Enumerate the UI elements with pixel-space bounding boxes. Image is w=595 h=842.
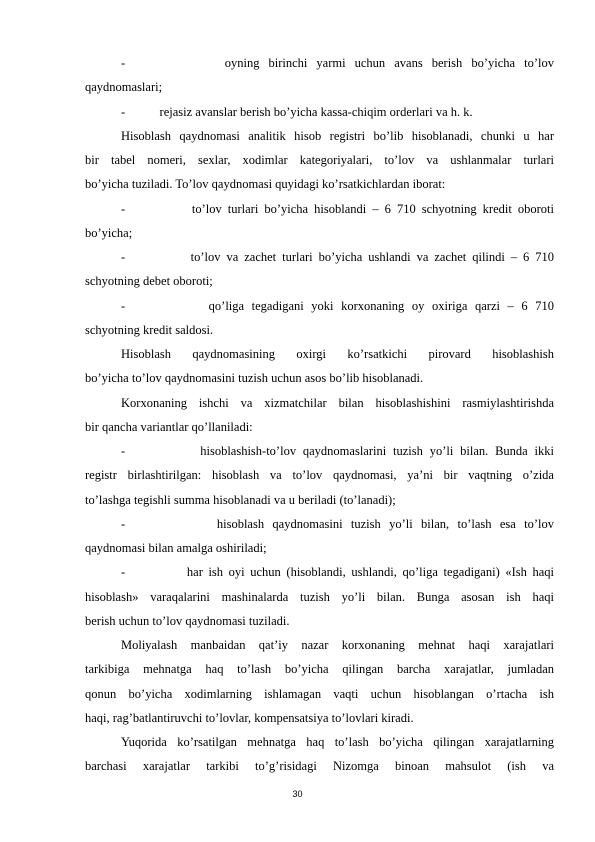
text-line: barchasi xarajatlar tarkibi to’g’risidagi Nizomga binoan mahsulot (ish va: [85, 759, 554, 774]
text-line: qaydnomasi bilan amalga oshiriladi;: [85, 541, 267, 555]
text-line: berish uchun to’lov qaydnomasi tuziladi.: [85, 613, 290, 628]
text-line: bo’yicha to’lov qaydnomasini tuzish uchun asos bo’lib hisoblanadi.: [85, 371, 424, 386]
text-line: Hisoblash qaydnomasining oxirgi ko’rsatkichi pirovard hisoblashish: [121, 347, 554, 361]
text-line: bo’yicha tuziladi. To’lov qaydnomasi quyidagi ko’rsatkichlardan iborat:: [85, 177, 446, 192]
text-line: - hisoblashish-to’lov qaydnomaslarini tuzish yo’li bilan. Bunda ikki: [121, 444, 554, 458]
text-line: haqi, rag’batlantiruvchi to’lovlar, kompensatsiya to’lovlari kiradi.: [85, 710, 414, 725]
text-line: registr birlashtirilgan: hisoblash va to’lov qaydnomasi, ya’ni bir vaqtning o’zida: [85, 468, 554, 483]
text-line: - to’lov va zachet turlari bo’yicha ushlandi va zachet qilindi – 6 710: [121, 250, 554, 264]
text-line: tarkibiga mehnatga haq to’lash bo’yicha qilingan barcha xarajatlar, jumladan: [85, 662, 554, 677]
text-line: - to’lov turlari bo’yicha hisoblandi – 6 710 schyotning kredit oboroti: [121, 201, 554, 216]
text-line: - oyning birinchi yarmi uchun avans berish bo’yicha to’lov: [121, 56, 554, 70]
text-line: bir qancha variantlar qo’llaniladi:: [85, 419, 253, 434]
text-line: schyotning kredit saldosi.: [85, 322, 214, 337]
text-line: Yuqorida ko’rsatilgan mehnatga haq to’lash bo’yicha qilingan xarajatlarning: [121, 735, 554, 749]
text-line: qonun bo’yicha xodimlarning ishlamagan vaqti uchun hisoblangan o’rtacha ish: [85, 686, 554, 701]
text-line: hisoblash» varaqalarini mashinalarda tuzish yo’li bilan. Bunga asosan ish haqi: [85, 589, 554, 604]
text-line: to’lashga tegishli summa hisoblanadi va u beriladi (to’lanadi);: [85, 492, 396, 507]
text-line: schyotning debet oboroti;: [85, 274, 213, 289]
text-line: bo’yicha;: [85, 225, 133, 240]
text-line: - qo’liga tegadigani yoki korxonaning oy oxiriga qarzi – 6 710: [121, 298, 554, 313]
text-line: Korxonaning ishchi va xizmatchilar bilan hisoblashishini rasmiylashtirishda: [121, 395, 554, 410]
text-line: - hisoblash qaydnomasini tuzish yo’li bilan, to’lash esa to’lov: [121, 516, 554, 531]
text-line: Moliyalash manbaidan qat’iy nazar korxonaning mehnat haqi xarajatlari: [121, 638, 554, 652]
text-line: - rejasiz avanslar berish bo’yicha kassa-chiqim orderlari va h. k.: [121, 104, 473, 119]
text-line: - har ish oyi uchun (hisoblandi, ushlandi, qo’liga tegadigani) «Ish haqi: [121, 565, 554, 580]
text-line: qaydnomaslari;: [85, 80, 163, 95]
text-line: bir tabel nomeri, sexlar, xodimlar kategoriyalari, to’lov va ushlanmalar turlari: [85, 153, 554, 167]
text-line: Hisoblash qaydnomasi analitik hisob registri bo’lib hisoblanadi, chunki u har: [121, 128, 554, 143]
page-number: 30: [292, 789, 303, 799]
